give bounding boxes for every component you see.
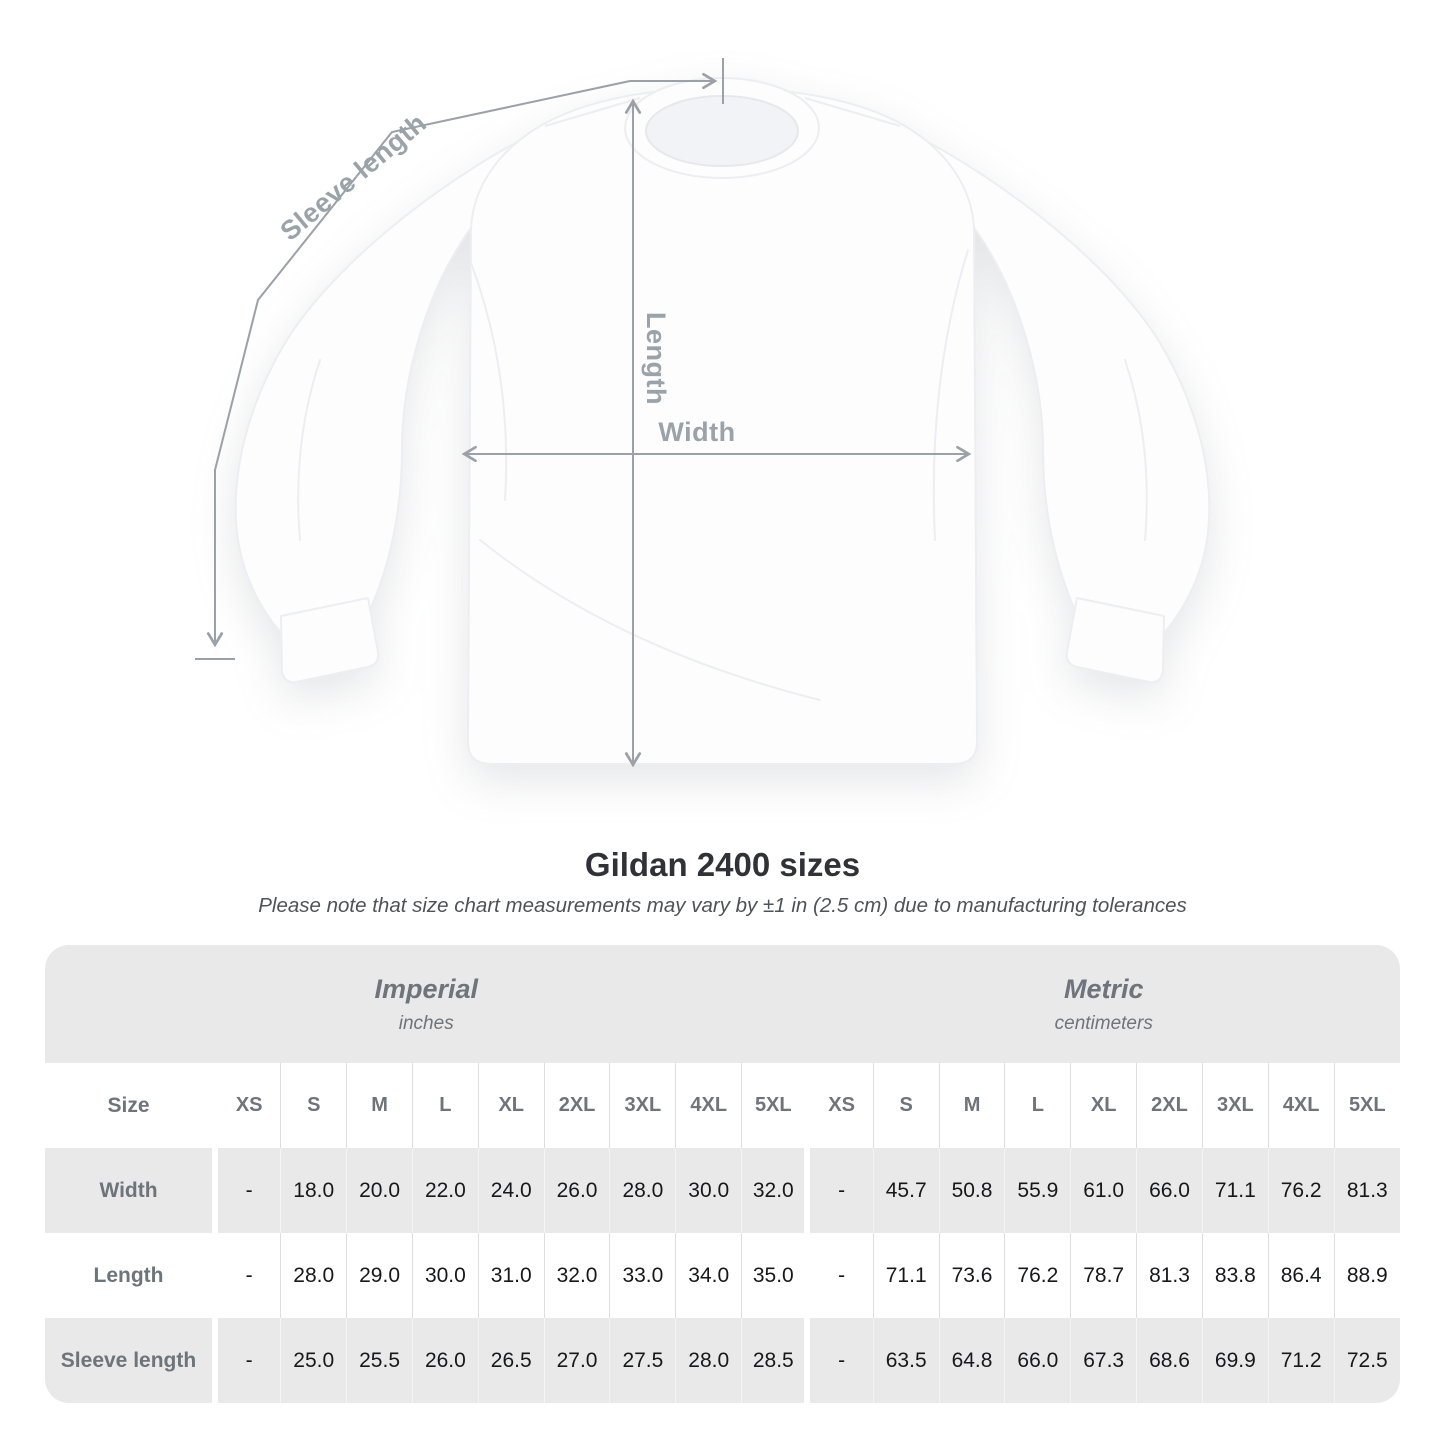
value-cell: 83.8 bbox=[1202, 1233, 1268, 1318]
metric-title: Metric bbox=[1063, 973, 1144, 1004]
value-cell: 71.2 bbox=[1268, 1318, 1334, 1403]
size-col: 3XL bbox=[610, 1063, 676, 1148]
value-cell: 28.5 bbox=[742, 1318, 808, 1403]
value-cell: 76.2 bbox=[1268, 1148, 1334, 1233]
value-cell: 34.0 bbox=[676, 1233, 742, 1318]
size-col: XL bbox=[1071, 1063, 1137, 1148]
value-cell: 68.6 bbox=[1137, 1318, 1203, 1403]
value-cell: - bbox=[807, 1233, 873, 1318]
value-cell: 18.0 bbox=[281, 1148, 347, 1233]
size-col: XL bbox=[478, 1063, 544, 1148]
sleeve-length-row bbox=[45, 1318, 1400, 1403]
length-row bbox=[45, 1233, 1400, 1318]
size-col: 4XL bbox=[676, 1063, 742, 1148]
value-cell: 27.0 bbox=[544, 1318, 610, 1403]
value-cell: 32.0 bbox=[544, 1233, 610, 1318]
size-col: 2XL bbox=[1137, 1063, 1203, 1148]
size-col: L bbox=[1005, 1063, 1071, 1148]
value-cell: 67.3 bbox=[1071, 1318, 1137, 1403]
imperial-title: Imperial bbox=[374, 973, 478, 1004]
value-cell: 25.0 bbox=[281, 1318, 347, 1403]
value-cell: 20.0 bbox=[347, 1148, 413, 1233]
value-cell: 27.5 bbox=[610, 1318, 676, 1403]
metric-section-header bbox=[807, 945, 1400, 1063]
value-cell: 28.0 bbox=[281, 1233, 347, 1318]
value-cell: 31.0 bbox=[478, 1233, 544, 1318]
value-cell: 78.7 bbox=[1071, 1233, 1137, 1318]
size-col: 2XL bbox=[544, 1063, 610, 1148]
size-col: S bbox=[281, 1063, 347, 1148]
value-cell: 73.6 bbox=[939, 1233, 1005, 1318]
value-cell: 71.1 bbox=[873, 1233, 939, 1318]
value-cell: 32.0 bbox=[742, 1148, 808, 1233]
value-cell: 63.5 bbox=[873, 1318, 939, 1403]
value-cell: - bbox=[215, 1148, 281, 1233]
value-cell: 22.0 bbox=[412, 1148, 478, 1233]
value-cell: 55.9 bbox=[1005, 1148, 1071, 1233]
row-label: Width bbox=[99, 1178, 158, 1202]
value-cell: - bbox=[807, 1318, 873, 1403]
size-table-container bbox=[45, 945, 1400, 1403]
imperial-section-header bbox=[45, 945, 807, 1063]
value-cell: 45.7 bbox=[873, 1148, 939, 1233]
imperial-unit: inches bbox=[398, 1012, 454, 1034]
value-cell: 81.3 bbox=[1137, 1233, 1203, 1318]
size-col: M bbox=[347, 1063, 413, 1148]
tolerance-note: Please note that size chart measurements may vary by ±1 in (2.5 cm) due to manufacturing tolerances bbox=[258, 894, 1187, 917]
size-col: S bbox=[873, 1063, 939, 1148]
value-cell: - bbox=[215, 1318, 281, 1403]
size-col: 4XL bbox=[1268, 1063, 1334, 1148]
size-column-header: Size bbox=[107, 1093, 150, 1117]
shirt-collar-opening bbox=[646, 96, 798, 166]
value-cell: 61.0 bbox=[1071, 1148, 1137, 1233]
value-cell: 28.0 bbox=[610, 1148, 676, 1233]
sleeve-length-label: Sleeve length bbox=[274, 107, 433, 247]
value-cell: 25.5 bbox=[347, 1318, 413, 1403]
size-col: M bbox=[939, 1063, 1005, 1148]
size-col: XS bbox=[807, 1063, 873, 1148]
size-col: 5XL bbox=[1334, 1063, 1400, 1148]
length-label: Length bbox=[641, 312, 671, 405]
size-col: 5XL bbox=[742, 1063, 808, 1148]
row-label: Length bbox=[93, 1263, 164, 1287]
value-cell: 28.0 bbox=[676, 1318, 742, 1403]
value-cell: 30.0 bbox=[676, 1148, 742, 1233]
value-cell: - bbox=[215, 1233, 281, 1318]
size-col: L bbox=[412, 1063, 478, 1148]
value-cell: 26.0 bbox=[544, 1148, 610, 1233]
value-cell: 72.5 bbox=[1334, 1318, 1400, 1403]
value-cell: 26.0 bbox=[412, 1318, 478, 1403]
value-cell: - bbox=[807, 1148, 873, 1233]
value-cell: 33.0 bbox=[610, 1233, 676, 1318]
value-cell: 35.0 bbox=[742, 1233, 808, 1318]
page-title: Gildan 2400 sizes bbox=[584, 846, 861, 883]
value-cell: 88.9 bbox=[1334, 1233, 1400, 1318]
size-header-row bbox=[45, 1063, 1400, 1148]
value-cell: 76.2 bbox=[1005, 1233, 1071, 1318]
width-label: Width bbox=[658, 417, 736, 447]
units-band-row bbox=[45, 945, 1400, 1063]
value-cell: 69.9 bbox=[1202, 1318, 1268, 1403]
value-cell: 81.3 bbox=[1334, 1148, 1400, 1233]
size-col: XS bbox=[215, 1063, 281, 1148]
size-col: 3XL bbox=[1202, 1063, 1268, 1148]
size-table bbox=[45, 945, 1400, 1403]
value-cell: 50.8 bbox=[939, 1148, 1005, 1233]
value-cell: 66.0 bbox=[1137, 1148, 1203, 1233]
value-cell: 26.5 bbox=[478, 1318, 544, 1403]
metric-unit: centimeters bbox=[1054, 1012, 1153, 1034]
value-cell: 30.0 bbox=[412, 1233, 478, 1318]
value-cell: 71.1 bbox=[1202, 1148, 1268, 1233]
width-row bbox=[45, 1148, 1400, 1233]
row-label: Sleeve length bbox=[60, 1348, 197, 1372]
value-cell: 24.0 bbox=[478, 1148, 544, 1233]
value-cell: 86.4 bbox=[1268, 1233, 1334, 1318]
value-cell: 66.0 bbox=[1005, 1318, 1071, 1403]
value-cell: 29.0 bbox=[347, 1233, 413, 1318]
value-cell: 64.8 bbox=[939, 1318, 1005, 1403]
